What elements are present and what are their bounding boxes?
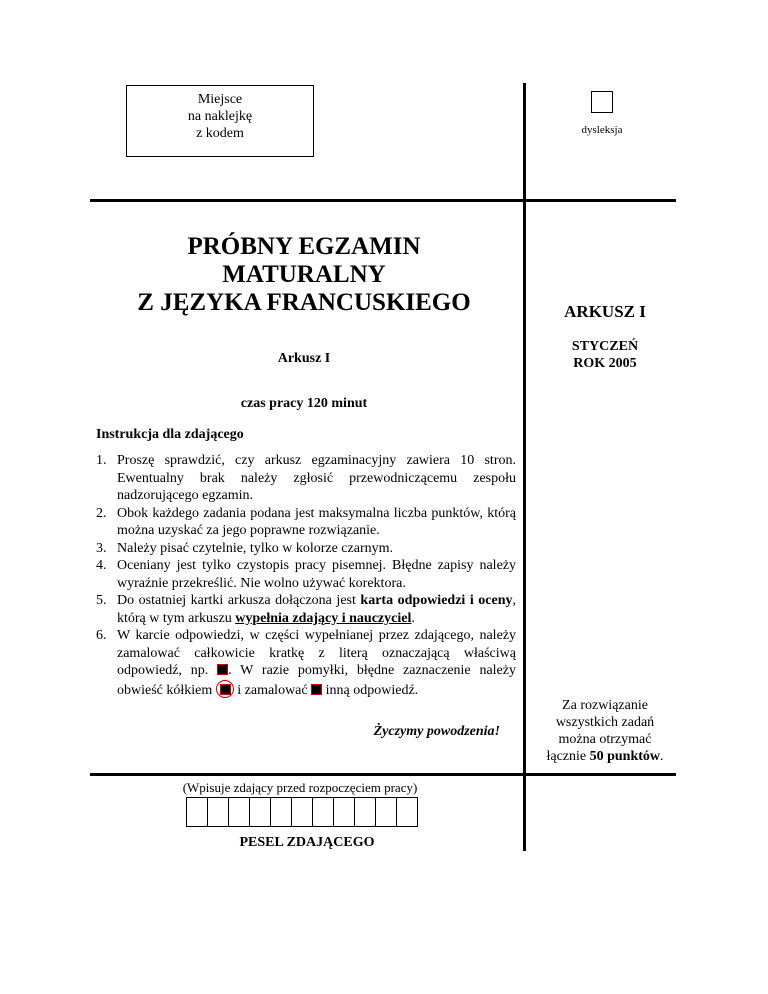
item-text: .	[411, 610, 415, 626]
item-text: Obok każdego zadania podana jest maksymalna liczba punktów, którą można uzyskać za jego poprawne rozwiązanie.	[117, 505, 516, 538]
item-text: i zamalować	[233, 682, 312, 698]
list-item	[96, 592, 516, 627]
item-text: Oceniany jest tylko czystopis pracy pisemnej. Błędne zapisy należy wyraźnie przekreślić. Nie wolno używać korektora.	[117, 558, 516, 591]
instructions-title: Instrukcja dla zdającego	[96, 427, 244, 442]
top-rule	[90, 199, 676, 202]
points-note	[530, 697, 680, 765]
pesel-label: PESEL ZDAJĄCEGO	[239, 835, 375, 850]
filled-square-icon	[220, 684, 231, 695]
item-number: 1.	[96, 453, 107, 468]
item-text: Należy pisać czytelnie, tylko w kolorze czarnym.	[117, 540, 393, 556]
pesel-digit-cell[interactable]	[186, 797, 208, 827]
points-total: 50 punktów	[589, 749, 661, 764]
item-text: Do ostatniej kartki arkusza dołączona jest	[117, 593, 361, 608]
title-line: Z JĘZYKA FRANCUSKIEGO	[137, 289, 471, 316]
title-line: MATURALNY	[222, 261, 386, 288]
item-number: 6.	[96, 628, 107, 643]
who-fills: wypełnia zdający i nauczyciel	[235, 610, 412, 626]
list-item	[96, 452, 516, 505]
sheet-label-left: Arkusz I	[277, 351, 331, 366]
points-line: wszystkich zadań	[555, 715, 655, 730]
pesel-digit-cell[interactable]	[249, 797, 271, 827]
filled-square-icon	[311, 684, 322, 695]
item-text: W karcie odpowiedzi, w części wypełnianej przez zdającego, należy zamalować całkowicie kratkę z literą oznaczającą właściwą odpowiedź, np.	[117, 628, 516, 678]
list-item	[96, 540, 516, 558]
sticker-box	[126, 85, 314, 157]
good-luck-text: Życzymy powodzenia!	[373, 724, 500, 739]
circled-square-icon	[216, 680, 234, 698]
pesel-digit-cell[interactable]	[270, 797, 292, 827]
pesel-digit-cell[interactable]	[207, 797, 229, 827]
date-year: ROK 2005	[573, 356, 637, 371]
instructions-list	[96, 452, 516, 699]
exam-date	[530, 338, 680, 372]
item-number: 2.	[96, 505, 107, 521]
pesel-digit-cell[interactable]	[396, 797, 418, 827]
item-text: Proszę sprawdzić, czy arkusz egzaminacyjny zawiera 10 stron. Ewentualny brak należy zgłosić przewodniczącemu zespołu nadzorującego egzamin.	[117, 453, 516, 503]
dyslexia-checkbox[interactable]	[591, 91, 613, 113]
pesel-digit-cell[interactable]	[291, 797, 313, 827]
pesel-digit-cell[interactable]	[375, 797, 397, 827]
dyslexia-label: dysleksja	[581, 124, 623, 136]
points-line: można otrzymać	[558, 732, 652, 747]
item-text: . W razie pomyłki, błędne zaznaczenie należy obwieść kółkiem	[117, 663, 516, 698]
pesel-digit-cell[interactable]	[354, 797, 376, 827]
sticker-line: Miejsce	[197, 92, 243, 107]
sheet-label-right: ARKUSZ I	[564, 302, 646, 321]
points-prefix: łącznie	[546, 749, 590, 764]
points-line	[530, 748, 680, 765]
filled-square-icon	[217, 664, 228, 675]
item-text: , którą w tym arkuszu	[117, 593, 516, 626]
pesel-note: (Wpisuje zdający przed rozpoczęciem pracy)	[182, 780, 418, 795]
duration: czas pracy 120 minut	[240, 396, 368, 411]
sticker-line: z kodem	[196, 126, 244, 141]
pesel-digit-cell[interactable]	[333, 797, 355, 827]
item-number: 5.	[96, 593, 107, 608]
item-number: 3.	[96, 540, 107, 556]
list-item	[96, 505, 516, 540]
points-line: Za rozwiązanie	[562, 698, 648, 713]
pesel-input-grid[interactable]	[186, 797, 428, 827]
exam-title	[92, 233, 516, 317]
list-item	[96, 557, 516, 592]
sticker-line: na naklejkę	[187, 109, 253, 124]
answer-card-name: karta odpowiedzi i oceny	[360, 593, 513, 608]
item-number: 4.	[96, 558, 107, 573]
date-month: STYCZEŃ	[571, 339, 639, 354]
points-suffix: .	[660, 749, 664, 764]
bottom-rule	[90, 773, 676, 776]
title-line: PRÓBNY EGZAMIN	[187, 233, 421, 260]
list-item	[96, 627, 516, 699]
pesel-digit-cell[interactable]	[312, 797, 334, 827]
item-text: inną odpowiedź.	[322, 682, 419, 698]
pesel-digit-cell[interactable]	[228, 797, 250, 827]
